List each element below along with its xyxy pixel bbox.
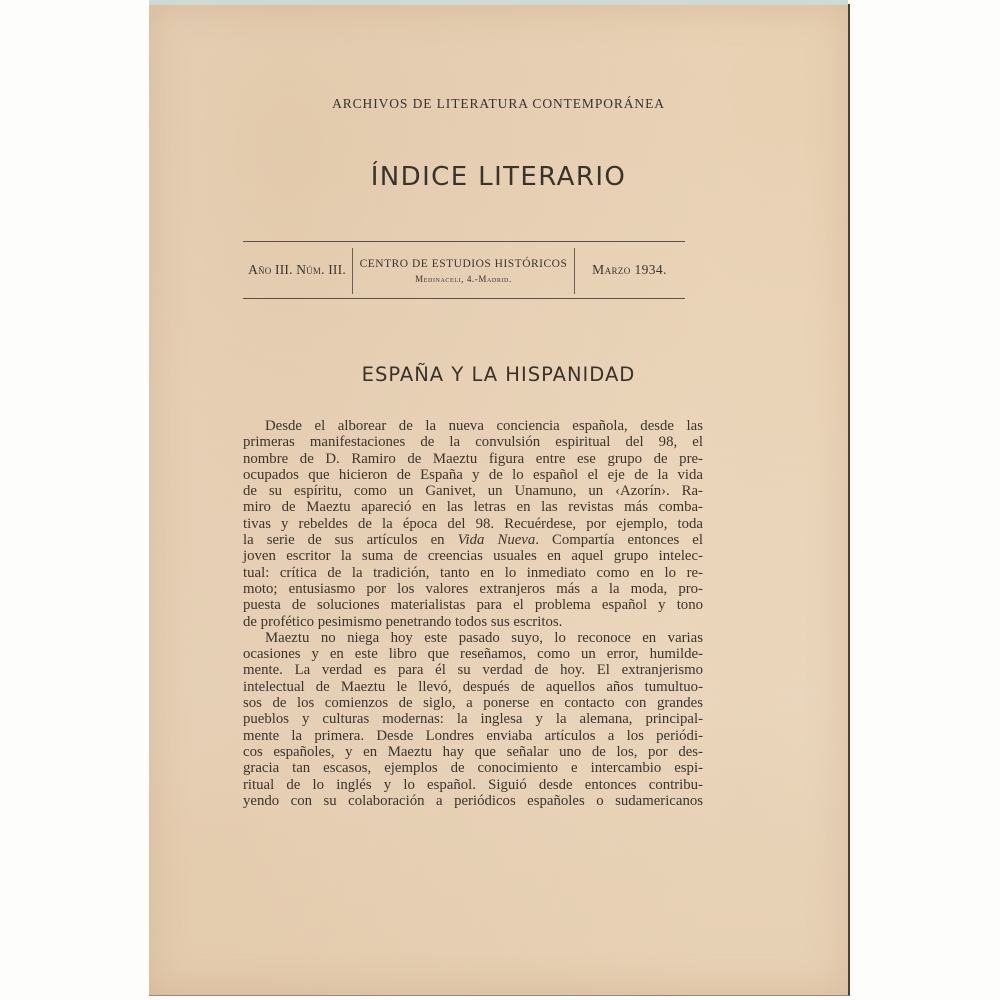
text-fragment: la serie de sus artículos en (243, 532, 458, 549)
masthead (243, 241, 685, 299)
text-fragment: . Compartía entonces el (535, 532, 703, 549)
article-title: ESPAÑA Y LA HISPANIDAD (361, 363, 636, 386)
text-line: nombre de D. Ramiro de Maeztu figura entre ese grupo de pre- (243, 450, 703, 467)
text-line: joven escritor la suma de creencias usuales en aquel grupo intelec- (243, 548, 703, 565)
issue-label: Año III. Núm. III. (248, 262, 346, 277)
text-line: pueblos y culturas modernas: la inglesa y la alemana, principal- (243, 711, 703, 728)
institution-address: Medinaceli, 4.-Madrid. (415, 274, 512, 284)
text-line: primeras manifestaciones de la convulsión espiritual del 98, el (243, 434, 703, 451)
text-line: sos de los comienzos de siglo, a ponerse en contacto con grandes (243, 695, 703, 712)
text-line: mente. La verdad es para él su verdad de hoy. El extranjerismo (243, 662, 703, 679)
issue-date-label: Marzo 1934. (592, 262, 667, 277)
text-line: de su espíritu, como un Ganivet, un Unamuno, un ‹Azorín›. Ra- (243, 483, 703, 500)
text-line: yendo con su colaboración a periódicos españoles o sudamericanos (243, 792, 703, 809)
institution-name: CENTRO DE ESTUDIOS HISTÓRICOS (359, 258, 568, 270)
text-line: ocasiones y en este libro que reseñamos, como un error, humilde- (243, 646, 703, 663)
text-line-with-italic (243, 532, 703, 548)
text-line: tual: crítica de la tradición, tanto en lo inmediato como en lo re- (243, 564, 703, 581)
text-line: de profético pesimismo penetrando todos sus escritos. (243, 613, 563, 630)
text-line: moto; entusiasmo por los valores extranjeros más a la moda, pro- (243, 580, 703, 597)
text-line: miro de Maeztu apareció en las letras en las revistas más comba- (243, 499, 703, 516)
text-line: intelectual de Maeztu le llevó, después de aquellos años tumultuo- (243, 678, 703, 695)
paragraph-2 (243, 630, 703, 809)
journal-page (149, 4, 850, 996)
text-line: ritual de lo inglés y lo español. Siguió desde entonces contribu- (243, 776, 703, 793)
text-line: Maeztu no niega hoy este pasado suyo, lo reconoce en varias (265, 629, 703, 646)
institution-block (352, 248, 575, 294)
text-line: ocupados que hicieron de España y de lo español el eje de la vida (243, 466, 703, 483)
text-line: tivas y rebeldes de la época del 98. Recuérdese, por ejemplo, toda (243, 515, 703, 532)
text-line: gracia tan escasos, ejemplos de conocimiento e intercambio espi- (243, 760, 703, 777)
text-line: puesta de soluciones materialistas para el problema español y tono (243, 597, 703, 614)
italic-title: Vida Nueva (457, 532, 536, 549)
text-line: Desde el alborear de la nueva conciencia española, desde las (265, 418, 703, 434)
article-body (243, 418, 703, 809)
text-line: mente la primera. Desde Londres enviaba artículos a los periódi- (243, 727, 703, 744)
journal-title: ÍNDICE LITERARIO (370, 162, 627, 192)
issue-number (243, 242, 351, 298)
series-title: ARCHIVOS DE LITERATURA CONTEMPORÁNEA (332, 96, 665, 111)
text-line: cos españoles, y en Maeztu hay que señalar uno de los, por des- (243, 743, 703, 760)
paragraph-1 (243, 418, 703, 630)
issue-date (574, 242, 685, 298)
